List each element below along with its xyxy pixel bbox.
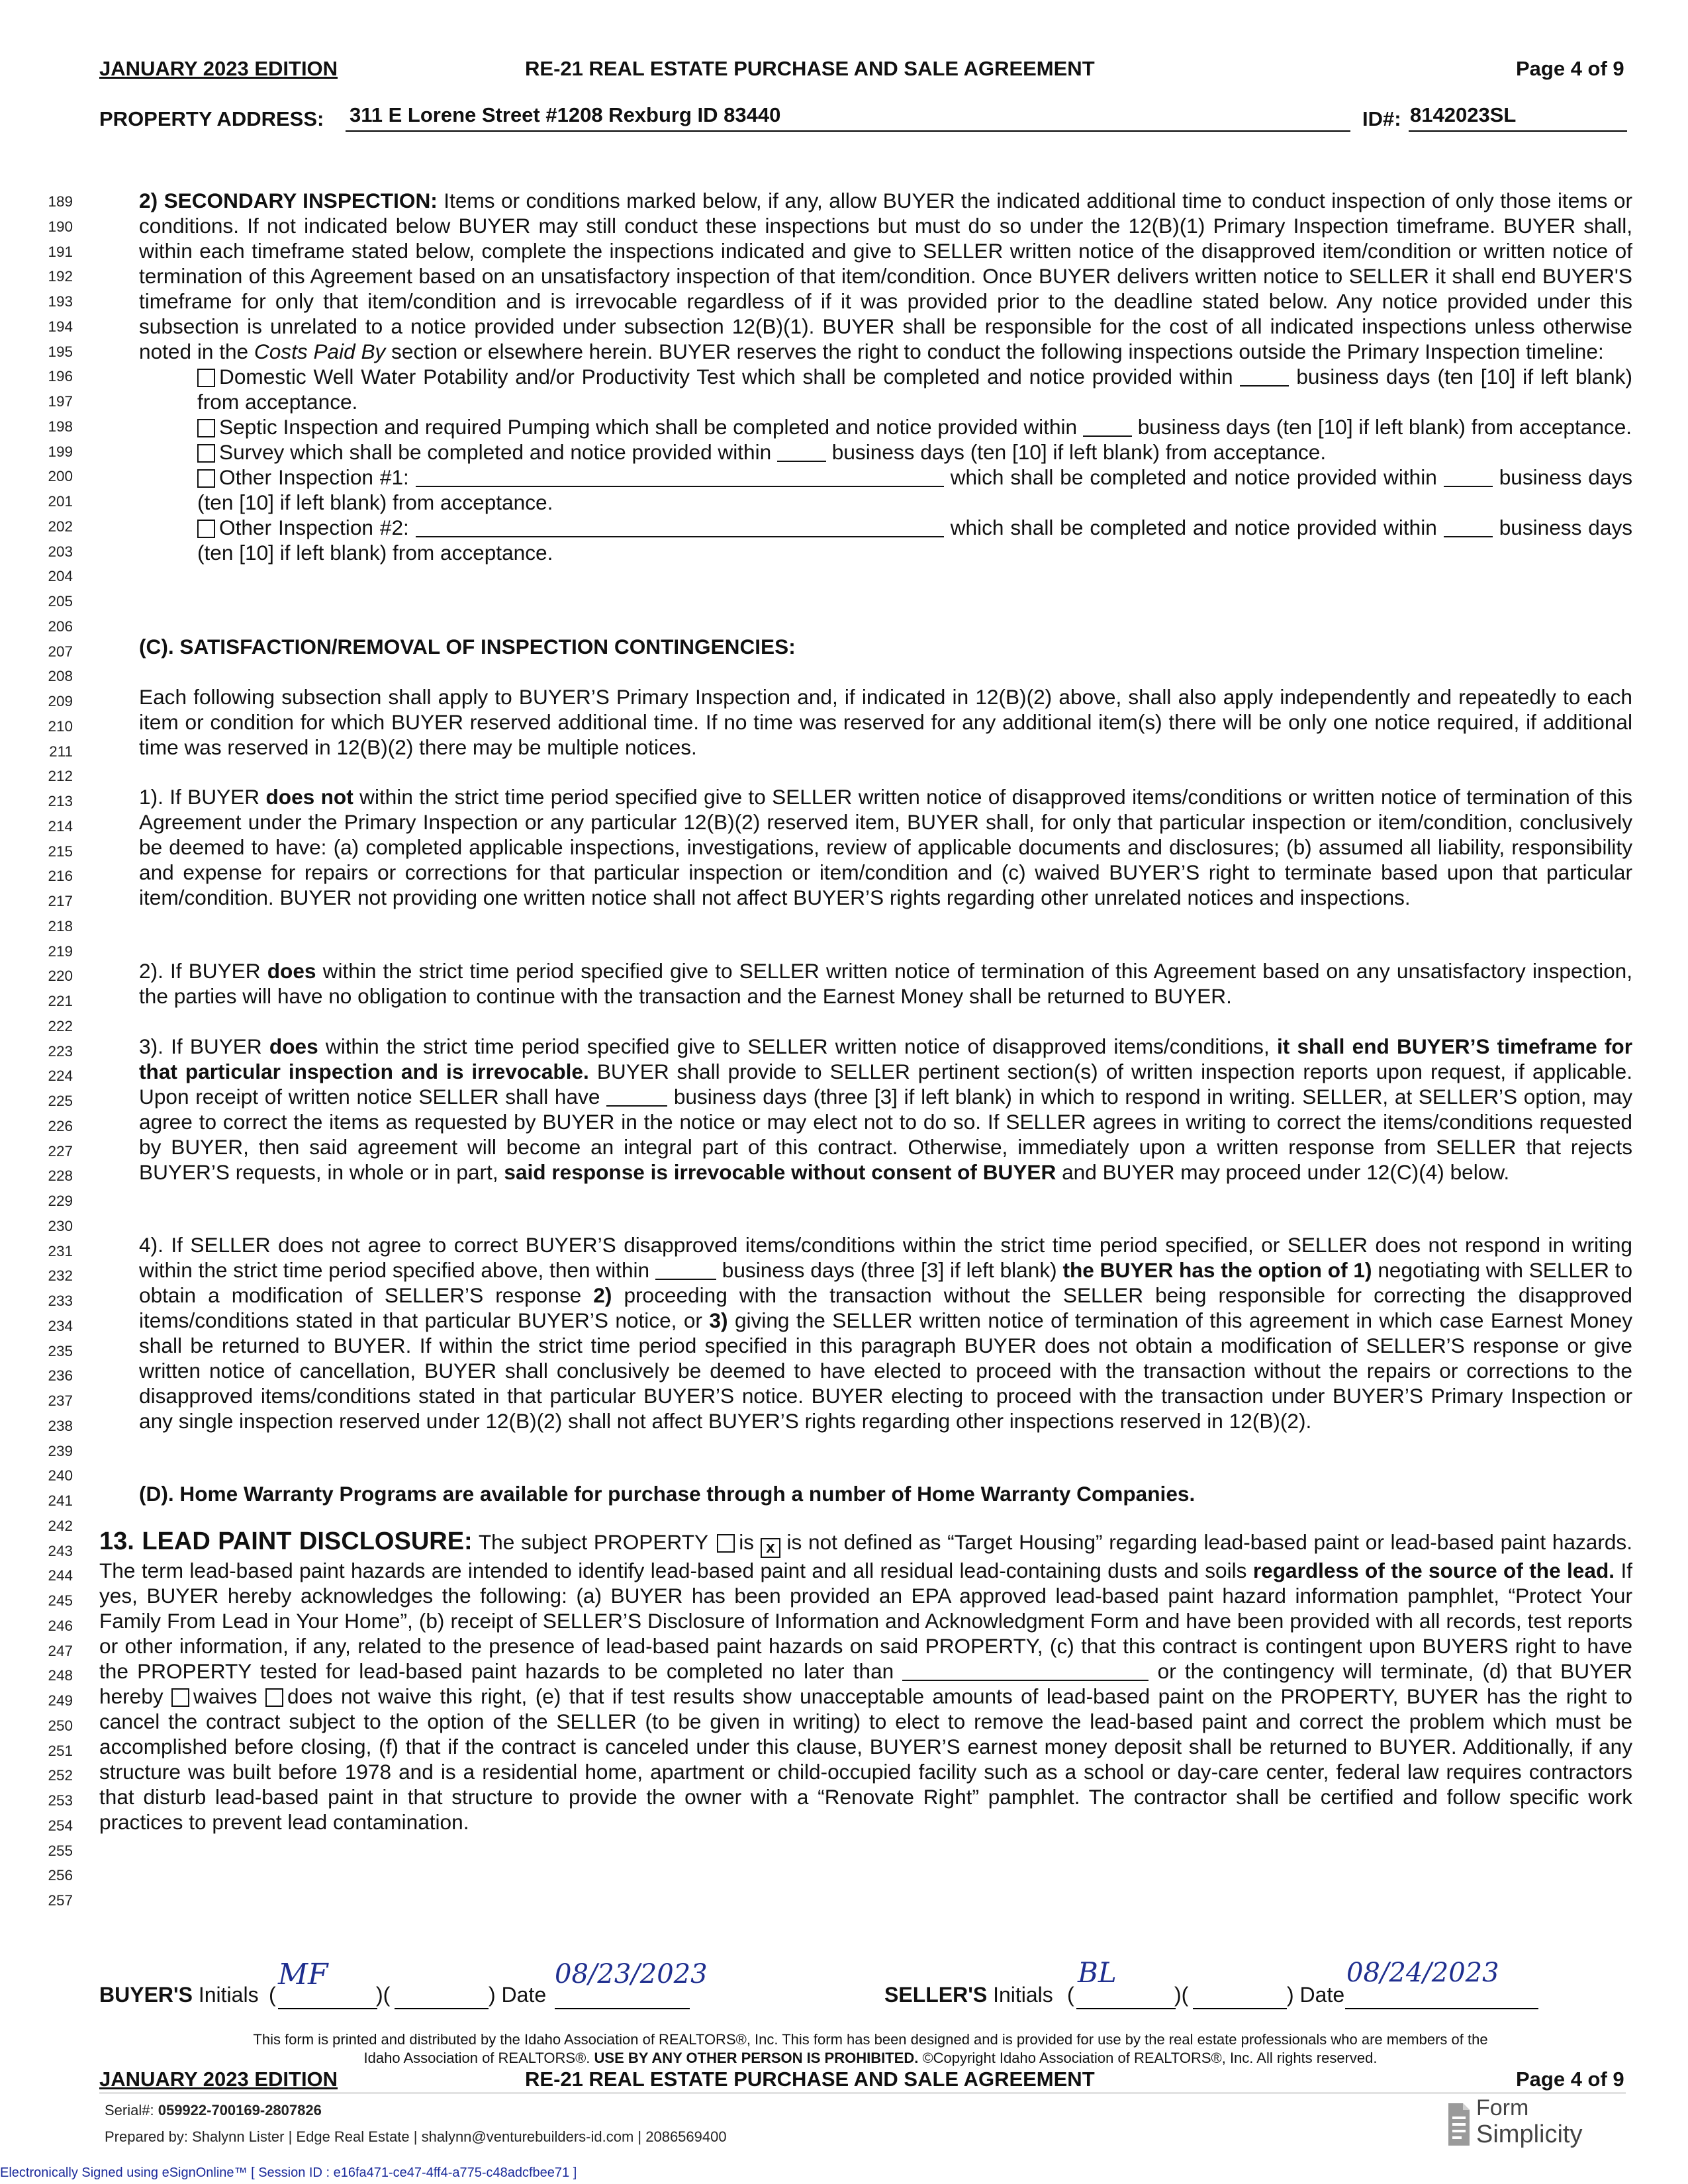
line-number: 216 (48, 868, 73, 885)
line-number: 210 (48, 717, 73, 735)
line-number: 220 (48, 968, 73, 985)
line-number: 232 (48, 1267, 73, 1285)
footer-notice-copyright: ©Copyright Idaho Association of REALTORS®, Inc. All rights reserved. (922, 2050, 1378, 2066)
line-number: 223 (48, 1042, 73, 1060)
home-warranty-section (139, 1481, 1632, 1506)
line-number: 194 (48, 318, 73, 335)
property-address-field[interactable]: 311 E Lorene Street #1208 Rexburg ID 83440 (350, 103, 781, 126)
footer-form-title: RE-21 REAL ESTATE PURCHASE AND SALE AGREEMENT (525, 2068, 1095, 2091)
seller-date[interactable]: 08/24/2023 (1346, 1958, 1499, 1988)
septic-days-field[interactable] (1083, 417, 1132, 437)
footer-page-number: Page 4 of 9 (1516, 2068, 1624, 2091)
line-number: 207 (48, 643, 73, 660)
line-number: 201 (48, 493, 73, 510)
line-number: 253 (48, 1792, 73, 1809)
well-water-text: Domestic Well Water Potability and/or Productivity Test which shall be completed and notice provided within (219, 365, 1233, 388)
line-number: 198 (48, 418, 73, 435)
subsection-2 (139, 958, 1632, 1009)
line-number: 231 (48, 1242, 73, 1259)
line-number: 236 (48, 1367, 73, 1385)
line-number: 217 (48, 893, 73, 909)
line-number: 235 (48, 1342, 73, 1359)
line-number: 250 (48, 1717, 73, 1734)
other-inspection-2-text: which shall be completed and notice provided within (950, 516, 1437, 539)
secondary-inspection-heading: 2) SECONDARY INSPECTION: (139, 189, 438, 212)
line-number: 190 (48, 218, 73, 235)
line-number: 243 (48, 1542, 73, 1559)
footer-edition: JANUARY 2023 EDITION (99, 2068, 338, 2091)
line-number: 192 (48, 268, 73, 285)
seller-response-days-field[interactable] (606, 1087, 667, 1107)
secondary-inspection-section (139, 188, 1632, 565)
lead-test-deadline-field[interactable] (902, 1661, 1149, 1681)
seller-label: SELLER'S (884, 1983, 988, 2007)
subsection-4-option-2: 2) (593, 1283, 612, 1307)
footer-notice (99, 2030, 1642, 2068)
survey-text-end: business days (ten [10] if left blank) from acceptance. (831, 440, 1327, 464)
subsection-4-text-b: negotiating with SELLER to obtain a modification of SELLER’S response (139, 1258, 1633, 1307)
seller-initial-2-field[interactable] (1193, 2008, 1287, 2009)
line-number: 195 (48, 343, 73, 360)
line-number: 246 (48, 1617, 73, 1634)
form-title: RE-21 REAL ESTATE PURCHASE AND SALE AGREEMENT (525, 57, 1095, 80)
other-inspection-2-field[interactable] (416, 518, 944, 537)
line-number: 248 (48, 1667, 73, 1684)
buyer-initial-2-field[interactable] (395, 2008, 489, 2009)
buyer-initials-word: Initials (198, 1983, 259, 2007)
line-number: 193 (48, 293, 73, 310)
buyer-label: BUYER'S (99, 1983, 193, 2007)
line-number: 234 (48, 1317, 73, 1334)
buyer-date[interactable]: 08/23/2023 (555, 1959, 708, 1989)
line-number: 196 (48, 368, 73, 385)
line-number: 197 (48, 393, 73, 410)
subsection-3-text-c: business days (three [3] if left blank) in which to respond in writing. SELLER, at SELLER’S option, may agree to correct the items as requested by BUYER in the notice or may elect not to do so. If SELLER agrees in writing to correct the items/conditions requested by BUYER, then said agreement will become an integral part of this contract. Otherwise, immediately upon a written response from SELLER that rejects BUYER’S requests, in whole or in part, (139, 1085, 1633, 1184)
esign-session-note: Electronically Signed using eSignOnline™ [ Session ID : e16fa471-ce47-4ff4-a775-c48adcfbee71 ] (0, 2165, 577, 2180)
check-mark-x: x (766, 1539, 775, 1557)
seller-initial-paren-1: ( (1067, 1983, 1074, 2007)
line-number: 208 (48, 668, 73, 685)
logo-text-simplicity: Simplicity (1476, 2120, 1583, 2148)
secondary-inspection-text: Items or conditions marked below, if any, allow BUYER the indicated additional time to conduct inspection of only those items or conditions. If not indicated below BUYER may still conduct these inspections but must do so under the 12(B)(1) Primary Inspection timeframe. BUYER shall, within each timeframe stated below, complete the inspections indicated and give to SELLER written notice of the disapproved item/condition or written notice of termination of this Agreement based on an unsatisfactory inspection of that item/condition. Once BUYER delivers written notice to SELLER it shall end BUYER'S timeframe for only that item/condition and is irrevocable regardless of if it was provided prior to the deadline stated below. Any notice provided under this subsection is unrelated to a notice provided under subsection 12(B)(1). BUYER shall be responsible for the cost of all indicated inspections unless otherwise noted in the (139, 189, 1632, 363)
line-number: 189 (48, 193, 73, 210)
line-number: 218 (48, 917, 73, 934)
target-housing-is-not-checkbox[interactable] (761, 1538, 780, 1558)
survey-checkbox[interactable] (197, 444, 215, 463)
line-number: 239 (48, 1442, 73, 1459)
other-inspection-1-days-field[interactable] (1444, 467, 1493, 487)
page-number: Page 4 of 9 (1516, 57, 1624, 80)
line-number: 228 (48, 1167, 73, 1185)
other-inspection-1-text-end: business days (ten [10] if left blank) from acceptance. (197, 465, 1633, 514)
other-inspection-1-checkbox[interactable] (197, 469, 215, 488)
lead-paint-text-e: does not waive this right, (e) that if test results show unacceptable amounts of lead-based paint on the PROPERTY, BUYER has the right to cancel the contract subject to the option of the SELLER (to be given in writing) to elect to remove the lead-based paint and correct the problem which must be accomplished before closing, (f) that if the contract is canceled under this clause, BUYER’S earnest money deposit shall be returned to BUYER. Additionally, if any structure was built before 1978 and is a residential home, apartment or child-occupied facility such as a school or day-care center, federal law requires contractors that disturb lead-based paint in that structure to provide the owner with a “Renovate Right” pamphlet. The contractor shall be certified and follow specific work practices to prevent lead contamination. (99, 1684, 1632, 1834)
line-number: 226 (48, 1117, 73, 1134)
secondary-inspection-text-end: section or elsewhere herein. BUYER reserves the right to conduct the following inspections outside the Primary Inspection timeline: (391, 340, 1604, 363)
waives-label: waives (193, 1684, 258, 1708)
line-number: 241 (48, 1492, 73, 1509)
line-number: 254 (48, 1817, 73, 1834)
buyer-initial-paren-1: ( (269, 1983, 276, 2007)
subsection-2-emph: does (267, 959, 316, 983)
line-number: 213 (48, 793, 73, 809)
costs-paid-by-ref: Costs Paid By (254, 340, 386, 363)
line-number: 212 (48, 768, 73, 785)
footer-notice-prohibited: USE BY ANY OTHER PERSON IS PROHIBITED. (594, 2050, 919, 2066)
subsection-3 (139, 1034, 1632, 1185)
line-number: 221 (48, 993, 73, 1009)
line-number: 219 (48, 942, 73, 960)
line-number: 255 (48, 1842, 73, 1859)
target-housing-is-checkbox[interactable] (717, 1534, 735, 1553)
does-not-waive-checkbox[interactable] (265, 1688, 283, 1707)
serial-label: Serial#: (105, 2102, 154, 2118)
well-water-days-field[interactable] (1240, 367, 1289, 387)
is-label: is (739, 1530, 755, 1554)
survey-days-field[interactable] (777, 442, 826, 462)
line-number: 238 (48, 1417, 73, 1434)
subsection-1-lead: 1). If BUYER (139, 785, 260, 809)
lead-paint-bold: regardless of the source of the lead. (1252, 1559, 1615, 1582)
line-number: 205 (48, 593, 73, 610)
line-number: 240 (48, 1467, 73, 1484)
well-water-checkbox[interactable] (197, 369, 215, 387)
other-inspection-2-label: Other Inspection #2: (219, 516, 409, 539)
line-number: 251 (48, 1742, 73, 1759)
line-number: 230 (48, 1217, 73, 1234)
buyer-date-word: Date (501, 1983, 547, 2007)
buyer-option-days-field[interactable] (655, 1260, 716, 1280)
seller-initial-paren-2: )( (1174, 1983, 1189, 2007)
seller-date-word: Date (1299, 1983, 1345, 2007)
subsection-4-text-d: giving the SELLER written notice of termination of this agreement in which case Earnest Money shall be returned to BUYER. If within the strict time period specified in this paragraph BUYER does not obtain a modification of SELLER’S response or give written notice of cancellation, BUYER shall conclusively be deemed to have elected to proceed with the transaction without the repairs or corrections to the disapproved items/conditions stated in that particular BUYER’S notice. BUYER electing to proceed with the transaction under BUYER’S Primary Inspection or any single inspection reserved under 12(B)(2) shall not affect BUYER’S rights regarding other inspections reserved in 12(B)(2). (139, 1308, 1632, 1433)
line-number: 215 (48, 842, 73, 860)
subsection-3-text-d: and BUYER may proceed under 12(C)(4) below. (1062, 1160, 1510, 1184)
serial-number (105, 2102, 322, 2119)
subsection-3-bold: it shall end BUYER’S timeframe for that particular inspection and is irrevocable. (139, 1034, 1633, 1083)
line-number: 209 (48, 693, 73, 709)
survey-text: Survey which shall be completed and notice provided within (219, 440, 772, 464)
line-number: 233 (48, 1293, 73, 1309)
buyer-initial-1[interactable]: MF (278, 1958, 328, 1991)
buyer-date-label: ) Date (489, 1983, 547, 2007)
lead-paint-text-b: is not defined as “Target Housing” regarding lead-based paint or lead-based paint hazards. The term lead-based paint hazards are intended to identify lead-based paint and all residual lead-containing dusts and soils (99, 1530, 1632, 1582)
line-number: 237 (48, 1392, 73, 1409)
line-number: 203 (48, 543, 73, 560)
subsection-3-text: within the strict time period specified give to SELLER written notice of disapproved items/conditions, (325, 1034, 1270, 1058)
home-warranty-text: (D). Home Warranty Programs are available for purchase through a number of Home Warranty Companies. (139, 1482, 1196, 1506)
subsection-1-emph: does not (265, 785, 353, 809)
footer-notice-line-1: This form is printed and distributed by the Idaho Association of REALTORS®, Inc. This form has been designed and is provided for use by the real estate professionals who are members of the (253, 2031, 1488, 2048)
subsection-4-option-3: 3) (709, 1308, 728, 1332)
property-address-label: PROPERTY ADDRESS: (99, 107, 324, 130)
satisfaction-removal-section (139, 634, 1632, 659)
logo-text-form: Form (1476, 2095, 1529, 2120)
serial-value: 059922-700169-2807826 (158, 2102, 322, 2118)
line-number: 225 (48, 1093, 73, 1109)
other-inspection-2-checkbox[interactable] (197, 520, 215, 538)
satisfaction-intro (139, 684, 1632, 760)
waives-checkbox[interactable] (171, 1688, 189, 1707)
seller-initial-1[interactable]: BL (1078, 1956, 1117, 1989)
id-field[interactable]: 8142023SL (1410, 103, 1517, 126)
line-number: 244 (48, 1567, 73, 1584)
prepared-by: Prepared by: Shalynn Lister | Edge Real Estate | shalynn@venturebuilders-id.com | 2086569400 (105, 2128, 727, 2145)
line-number: 204 (48, 568, 73, 585)
seller-initials-word: Initials (993, 1983, 1053, 2007)
line-number: 227 (48, 1142, 73, 1160)
seller-date-label: ) Date (1287, 1983, 1345, 2007)
line-number: 211 (49, 743, 73, 760)
line-number: 222 (48, 1017, 73, 1034)
subsection-1 (139, 784, 1632, 910)
lead-paint-text-d: or the contingency will terminate, (d) that BUYER hereby (99, 1659, 1633, 1708)
lead-paint-text-a: The subject PROPERTY (478, 1530, 708, 1554)
line-number: 224 (48, 1068, 73, 1085)
subsection-4-bold: the BUYER has the option of 1) (1062, 1258, 1372, 1282)
satisfaction-intro-text: Each following subsection shall apply to BUYER’S Primary Inspection and, if indicated in 12(B)(2) above, shall also apply independently and repeatedly to each item or condition for which BUYER reserved additional time. If no time was reserved for any additional item(s) there will be only one notice required, if additional time was reserved in 12(B)(2) there may be multiple notices. (139, 685, 1632, 759)
other-inspection-2-text-end: business days (ten [10] if left blank) from acceptance. (197, 516, 1633, 565)
line-number: 200 (48, 468, 73, 485)
subsection-4-lead: 4). If SELLER does not agree to correct BUYER’S disapproved items/conditions within the strict time period specified, or SELLER does not respond in writing within the strict time period specified above, then within (139, 1233, 1632, 1282)
well-water-text-end: business days (ten [10] if left blank) from acceptance. (197, 365, 1632, 414)
other-inspection-2-days-field[interactable] (1444, 518, 1493, 537)
line-number: 214 (48, 817, 73, 835)
septic-checkbox[interactable] (197, 419, 215, 437)
line-number: 202 (48, 518, 73, 535)
subsection-3-emph: does (269, 1034, 318, 1058)
footer-notice-assoc: Idaho Association of REALTORS®. (363, 2050, 590, 2066)
line-number: 191 (48, 243, 73, 260)
septic-text: Septic Inspection and required Pumping which shall be completed and notice provided within (219, 415, 1078, 439)
id-label: ID#: (1362, 107, 1401, 130)
seller-initials-label (884, 1983, 1053, 2007)
lead-paint-text-c: If yes, BUYER hereby acknowledges the following: (a) BUYER has been provided an EPA approved lead-based paint hazard information pamphlet, “Protect Your Family From Lead in Your Home”, (b) receipt of SELLER’S Disclosure of Information and Acknowledgment Form and have been provided with all records, test reports or other information, if any, related to the presence of lead-based paint hazards on said PROPERTY, (c) that this contract is contingent upon BUYERS right to have the PROPERTY tested for lead-based paint hazards to be completed no later than (99, 1559, 1632, 1683)
line-number: 199 (48, 443, 73, 460)
satisfaction-heading: (C). SATISFACTION/REMOVAL OF INSPECTION CONTINGENCIES: (139, 635, 796, 659)
subsection-3-bold-b: said response is irrevocable without consent of BUYER (504, 1160, 1056, 1184)
line-number: 245 (48, 1592, 73, 1609)
line-number: 229 (48, 1193, 73, 1209)
line-number: 249 (48, 1692, 73, 1709)
line-number: 247 (48, 1642, 73, 1659)
subsection-2-lead: 2). If BUYER (139, 959, 261, 983)
line-number: 256 (48, 1867, 73, 1884)
lead-paint-heading: 13. LEAD PAINT DISCLOSURE: (99, 1527, 473, 1555)
subsection-2-text: within the strict time period specified give to SELLER written notice of termination of this Agreement based on any unsatisfactory inspection, the parties will have no obligation to continue with the transaction and the Earnest Money shall be returned to BUYER. (139, 959, 1633, 1008)
line-number: 206 (48, 617, 73, 635)
subsection-4 (139, 1232, 1632, 1433)
line-number: 257 (48, 1892, 73, 1909)
lead-paint-section (99, 1529, 1632, 1835)
buyer-initials-label (99, 1983, 259, 2007)
other-inspection-1-label: Other Inspection #1: (219, 465, 409, 489)
subsection-4-text-c: proceeding with the transaction without the SELLER being responsible for correcting the disapproved items/conditions stated in that particular BUYER’S notice, or (139, 1283, 1633, 1332)
subsection-3-text-b: BUYER shall provide to SELLER pertinent section(s) of written inspection reports upon request, if applicable. Upon receipt of written notice SELLER shall have (139, 1060, 1633, 1109)
line-number: 252 (48, 1767, 73, 1784)
subsection-3-lead: 3). If BUYER (139, 1034, 262, 1058)
subsection-4-text: business days (three [3] if left blank) (722, 1258, 1057, 1282)
other-inspection-1-text: which shall be completed and notice provided within (950, 465, 1437, 489)
buyer-initial-paren-2: )( (376, 1983, 391, 2007)
septic-text-end: business days (ten [10] if left blank) from acceptance. (1137, 415, 1632, 439)
line-number: 242 (48, 1517, 73, 1534)
edition-label: JANUARY 2023 EDITION (99, 57, 338, 80)
footer-notice-line-2 (99, 2049, 1642, 2068)
subsection-1-text: within the strict time period specified give to SELLER written notice of disapproved items/conditions or written notice of termination of this Agreement under the Primary Inspection or any particular 12(B)(2) reserved item, BUYER shall, for only that particular inspection or item/condition, conclusively be deemed to have: (a) completed applicable inspections, investigations, review of applicable documents and disclosures; (b) assumed all liability, responsibility and expense for repairs or corrections for that particular inspection or item/condition and (c) waived BUYER’S right to terminate based upon that particular item/condition. BUYER not providing one written notice shall not affect BUYER’S rights regarding other unrelated notices and inspections. (139, 785, 1633, 909)
other-inspection-1-field[interactable] (416, 467, 944, 487)
